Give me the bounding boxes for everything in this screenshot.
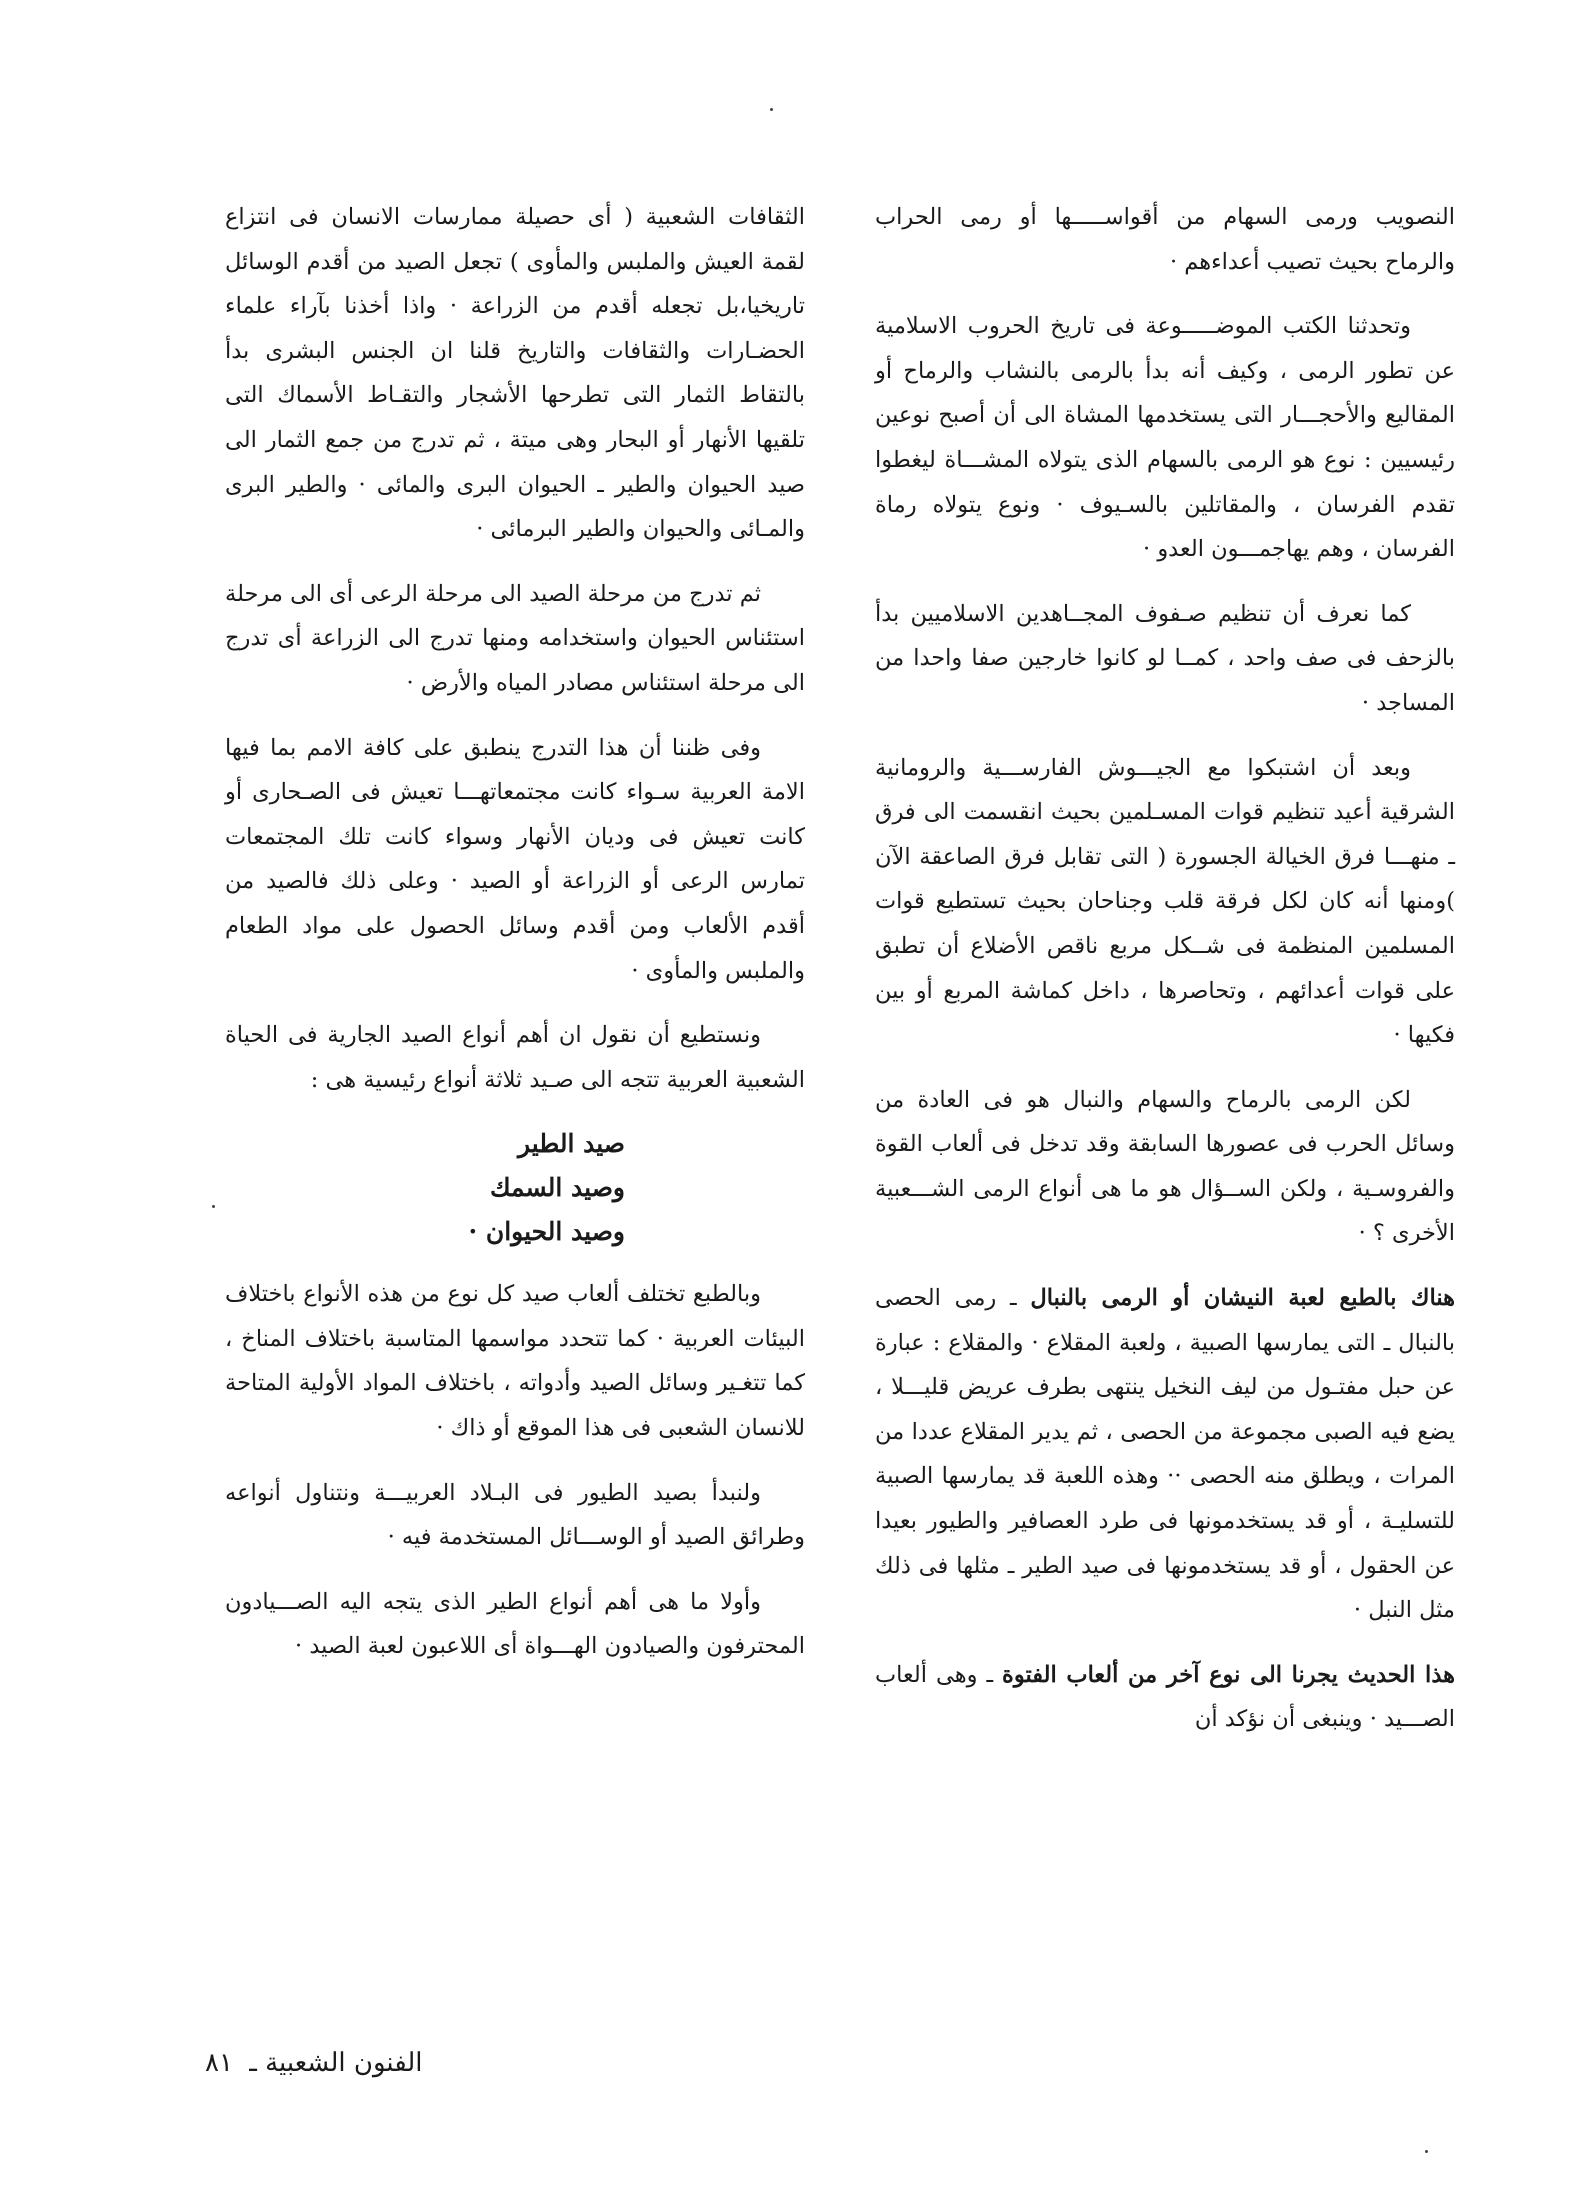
paragraph: الثقافات الشعبية ( أى حصيلة ممارسات الانسان فى انتزاع لقمة العيش والملبس والمأوى ) تجعل الصيد من أقدم الوسائل تاريخيا،بل تجعله أقدم من الزراعة · واذا أخذنا بآراء علماء الحضـارات والثقافات والتاريخ قلنا ان الجنس البشرى بدأ بالتقاط الثمار التى تطرحها الأشجار والتقـاط الأسماك التى تلقيها الأنهار أو البحار وهى ميتة ، ثم تدرج من جمع الثمار الى صيد الحيوان والطير ـ الحيوان البرى والمائى · والطير البرى والمـائى والحيوان والطير البرمائى · [225, 204, 805, 543]
scan-speck [212, 1205, 215, 1208]
hunt-type-item: وصيد الحيوان · [468, 1217, 625, 1247]
scan-speck [770, 108, 773, 111]
paragraph-body: ـ وهى ألعاب الصـــيد · وينبغى أن نؤكد أن [875, 1661, 1455, 1733]
hunt-types-list [225, 1122, 805, 1254]
paragraph: كما نعرف أن تنظيم صـفوف المجــاهدين الاسلاميين بدأ بالزحف فى صف واحد ، كمــا لو كانوا خارجين صفا واحدا من المساجد · [875, 600, 1455, 716]
paragraph: ثم تدرج من مرحلة الصيد الى مرحلة الرعى أى الى مرحلة استئناس الحيوان واستخدامه ومنها تدرج الى الزراعة أى تدرج الى مرحلة استئناس مصادر المياه والأرض · [225, 580, 805, 696]
paragraph: وفى ظننا أن هذا التدرج ينطبق على كافة الامم بما فيها الامة العربية سـواء كانت مجتمعاتهـــا تعيش فى الصـحارى أو كانت تعيش فى وديان الأنهار وسواء كانت تلك المجتمعات تمارس الرعى أو الزراعة أو الصيد · وعلى ذلك فالصيد من أقدم الألعاب ومن أقدم وسائل الحصول على مواد الطعام والملبس والمأوى · [225, 734, 805, 984]
footer-title: الفنون الشعبية ـ [249, 2048, 423, 2078]
paragraph: وبعد أن اشتبكوا مع الجيـــوش الفارســـية والرومانية الشرقية أعيد تنظيم قوات المسـلمين بحيث انقسمت الى فرق ـ منهـــا فرق الخيالة الجسورة ( التى تقابل فرق الصاعقة الآن )ومنها أنه كان لكل فرقة قلب وجناحان بحيث تستطيع قوات المسلمين المنظمة فى شــكل مربع ناقص الأضلاع أن تطبق على قوات أعدائهم ، وتحاصرها ، داخل كماشة المربع أو بين فكيها · [875, 754, 1455, 1049]
paragraph [875, 1276, 1455, 1633]
page-footer [205, 2048, 565, 2078]
left-column [225, 195, 805, 1689]
paragraph-lead-bold: هذا الحديث يجرنا الى نوع آخر من ألعاب الفتوة [1002, 1661, 1455, 1688]
scan-speck [1425, 2150, 1428, 2153]
paragraph: لكن الرمى بالرماح والسهام والنبال هو فى العادة من وسائل الحرب فى عصورها السابقة وقد تدخل فى ألعاب القوة والفروسـية ، ولكن الســؤال هو ما هى أنواع الرمى الشـــعبية الأخرى ؟ · [875, 1086, 1455, 1247]
paragraph-body: ـ رمى الحصى بالنبال ـ التى يمارسها الصبية ، ولعبة المقلاع · والمقلاع : عبارة عن حبل مفتـول من ليف النخيل ينتهى بطرف عريض قليـــلا ، يضع فيه الصبى مجموعة من الحصى ، ثم يدير المقلاع عددا من المرات ، ويطلق منه الحصى ·· وهذه اللعبة قد يمارسها الصبية للتسليـة ، أو قد يستخدمونها فى طرد العصافير والطيور بعيدا عن الحقول ، أو قد يستخدمونها فى صيد الطير ـ مثلها فى ذلك مثل النبل · [875, 1285, 1455, 1624]
paragraph: وبالطبع تختلف ألعاب صيد كل نوع من هذه الأنواع باختلاف البيئات العربية · كما تتحدد مواسمها المتاسبة باختلاف المناخ ، كما تتغـير وسائل الصيد وأدواته ، باختلاف المواد الأولية المتاحة للانسان الشعبى فى هذا الموقع أو ذاك · [225, 1281, 805, 1442]
hunt-type-item: صيد الطير [517, 1129, 625, 1159]
page-number: ٨١ [205, 2048, 233, 2078]
hunt-type-item: وصيد السمك [489, 1173, 625, 1203]
paragraph: ونستطيع أن نقول ان أهم أنواع الصيد الجارية فى الحياة الشعبية العربية تتجه الى صـيد ثلاثة أنواع رئيسية هى : [225, 1022, 805, 1093]
paragraph: النصويب ورمى السهام من أقواســـــها أو رمى الحراب والرماح بحيث تصيب أعداءهم · [875, 204, 1455, 275]
right-column [875, 195, 1455, 1762]
paragraph: وأولا ما هى أهم أنواع الطير الذى يتجه اليه الصـــيادون المحترفون والصيادون الهـــواة أى اللاعبون لعبة الصيد · [225, 1588, 805, 1660]
paragraph: ولنبدأ بصيد الطيور فى البـلاد العربيـــة ونتناول أنواعه وطرائق الصيد أو الوســـائل المستخدمة فيه · [225, 1479, 805, 1551]
paragraph [875, 1653, 1455, 1742]
paragraph: وتحدثنا الكتب الموضـــــوعة فى تاريخ الحروب الاسلامية عن تطور الرمى ، وكيف أنه بدأ بالرمى بالنشاب والرماح أو المقاليع والأحجـــار التى يستخدمها المشاة الى أن أصبح نوعين رئيسيين : نوع هو الرمى بالسهام الذى يتولاه المشـــاة ليغطوا تقدم الفرسان ، والمقاتلين بالسـيوف · ونوع يتولاه رماة الفرسان ، وهم يهاجمـــون العدو · [875, 313, 1455, 563]
paragraph-lead-bold: هناك بالطبع لعبة النيشان أو الرمى بالنبال [1030, 1285, 1455, 1312]
